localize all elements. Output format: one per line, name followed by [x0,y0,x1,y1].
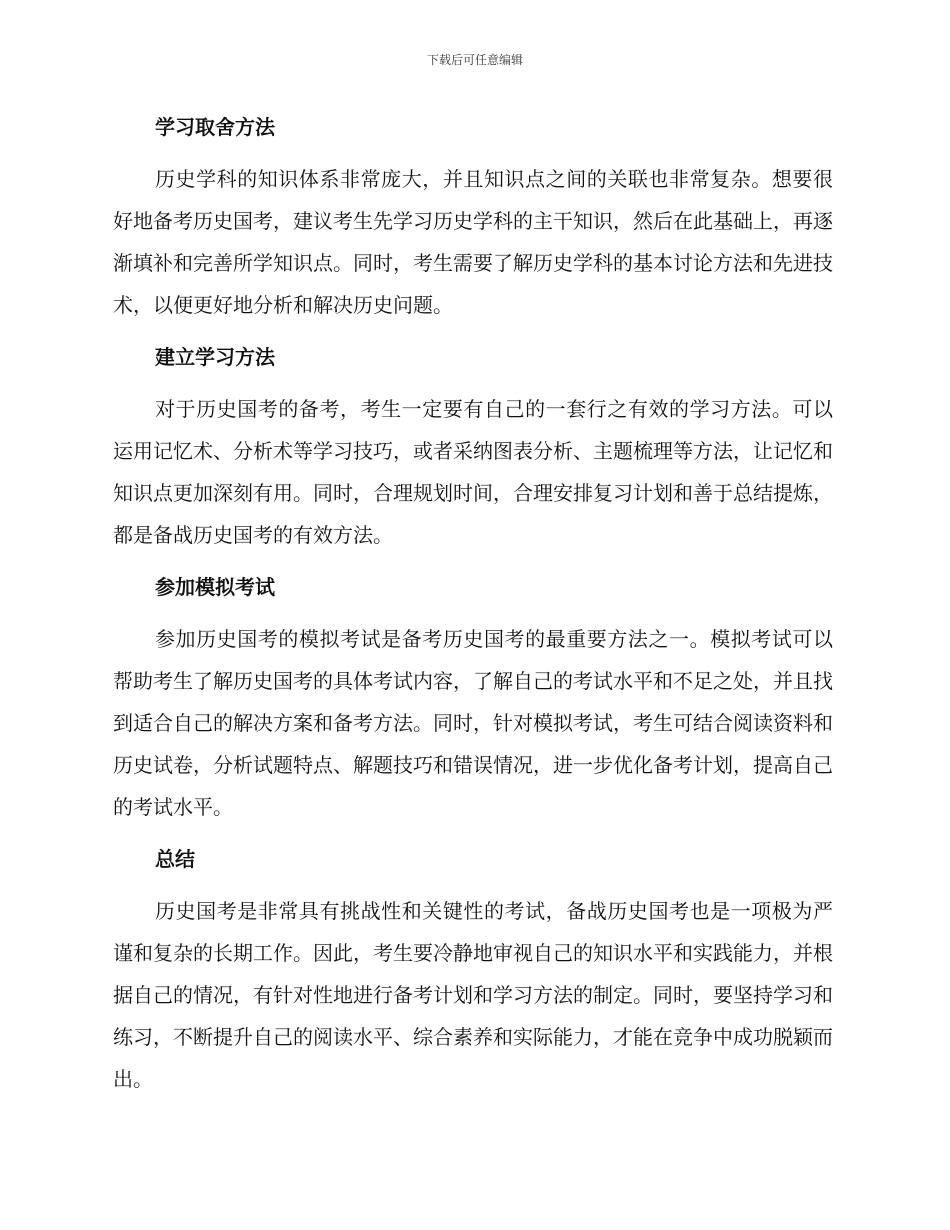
section-heading: 参加模拟考试 [155,575,275,599]
section-paragraph: 历史学科的知识体系非常庞大，并且知识点之间的关联也非常复杂。想要很好地备考历史国考，建议考生先学习历史学科的主干知识，然后在此基础上，再逐渐填补和完善所学知识点。同时，考生需要了解历史学科的基本讨论方法和先进技术，以便更好地分析和解决历史问题。 [113,167,833,317]
section-summary [113,838,833,1100]
section-paragraph: 参加历史国考的模拟考试是备考历史国考的最重要方法之一。模拟考试可以帮助考生了解历史国考的具体考试内容，了解自己的考试水平和不足之处，并且找到适合自己的解决方案和备考方法。同时，针对模拟考试，考生可结合阅读资料和历史试卷，分析试题特点、解题技巧和错误情况，进一步优化备考计划，提高自己的考试水平。 [113,627,833,819]
section-paragraph: 对于历史国考的备考，考生一定要有自己的一套行之有效的学习方法。可以运用记忆术、分析术等学习技巧，或者采纳图表分析、主题梳理等方法，让记忆和知识点更加深刻有用。同时，合理规划时间，合理安排复习计划和善于总结提炼，都是备战历史国考的有效方法。 [113,397,833,547]
section-heading: 学习取舍方法 [155,115,275,139]
section-mock-exam [113,566,833,828]
page-header: 下载后可任意编辑 [426,53,523,67]
section-paragraph: 历史国考是非常具有挑战性和关键性的考试，备战历史国考也是一项极为严谨和复杂的长期工作。因此，考生要冷静地审视自己的知识水平和实践能力，并根据自己的情况，有针对性地进行备考计划和学习方法的制定。同时，要坚持学习和练习，不断提升自己的阅读水平、综合素养和实际能力，才能在竞争中成功脱颖而出。 [113,899,833,1091]
section-study-method [113,336,833,556]
document-body [113,106,833,1110]
section-heading: 建立学习方法 [155,345,275,369]
section-heading: 总结 [155,847,195,871]
section-study-tradeoff [113,106,833,326]
